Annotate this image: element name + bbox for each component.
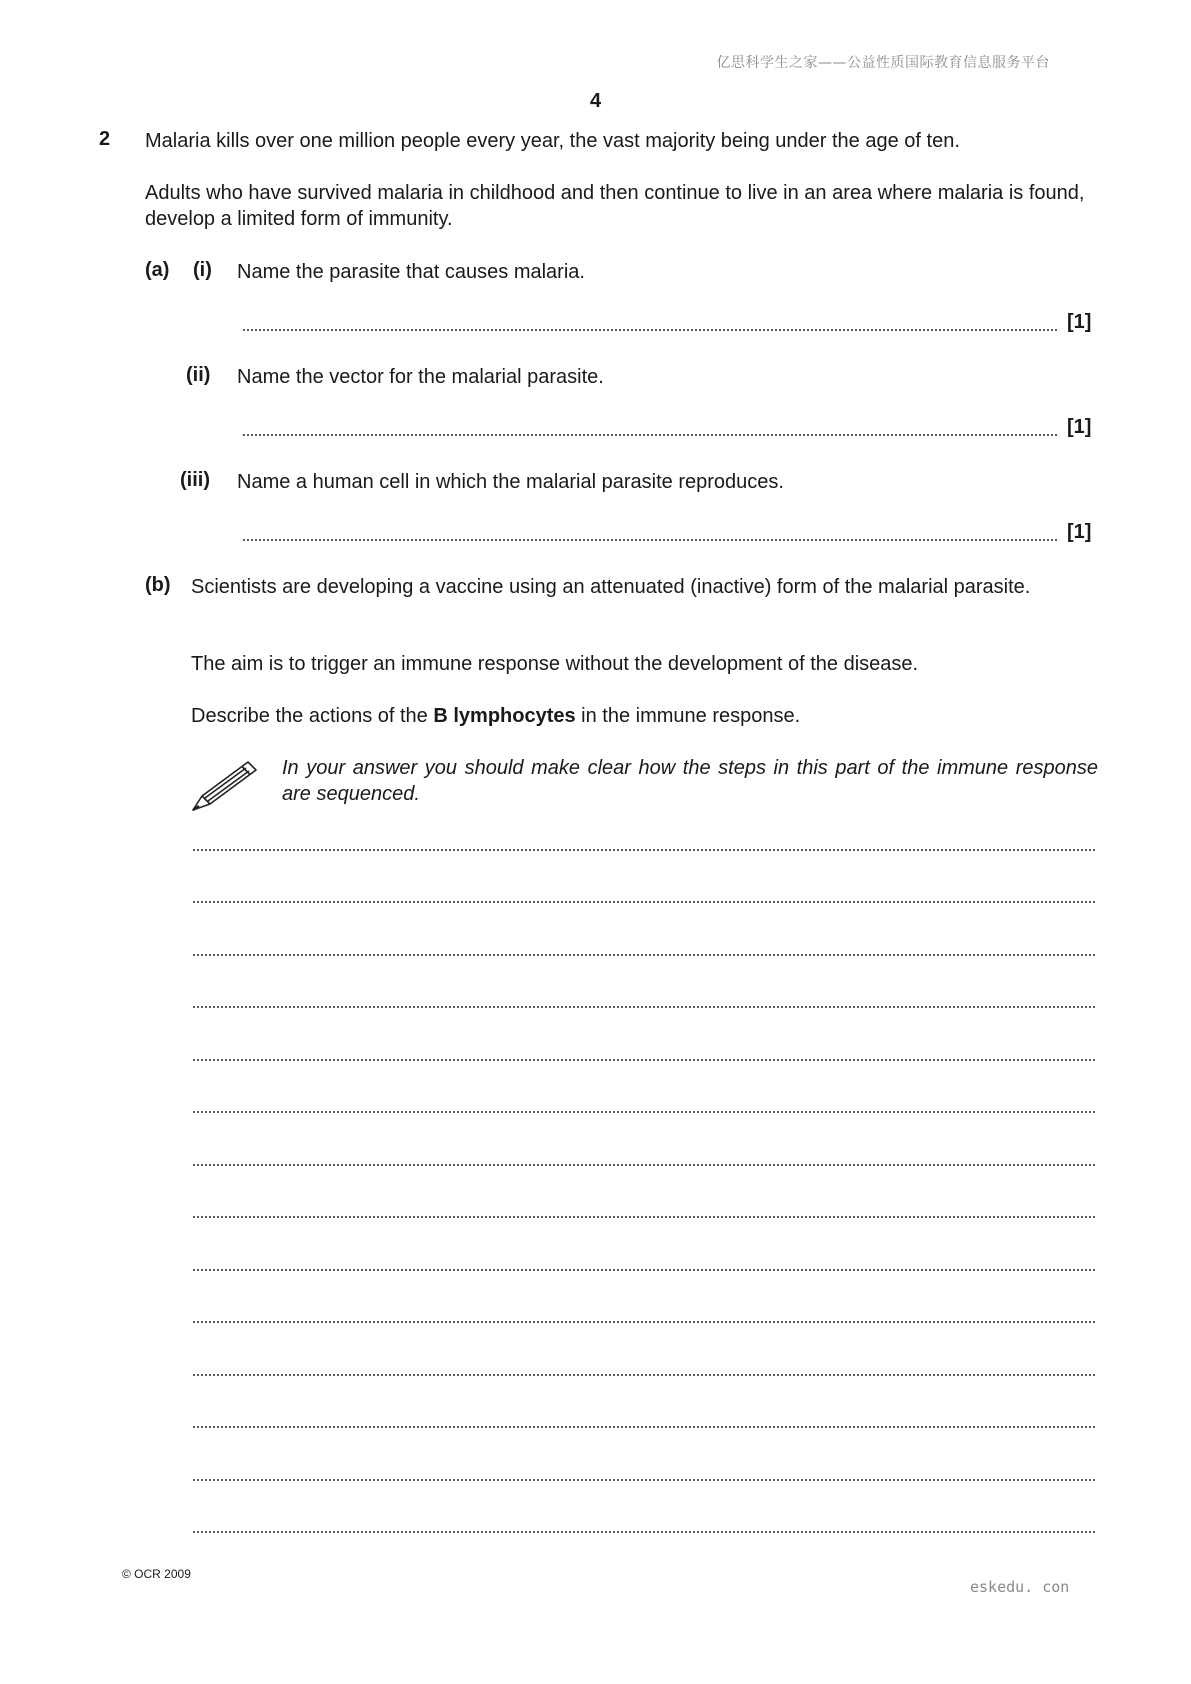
answer-line-b[interactable]	[192, 901, 1096, 903]
b-lymphocytes-term: B lymphocytes	[433, 705, 576, 727]
mark-a-i: [1]	[1067, 311, 1092, 333]
page-number: 4	[589, 90, 602, 112]
answer-line-b[interactable]	[192, 1426, 1096, 1428]
part-a-iii-label: (iii)	[180, 469, 210, 491]
copyright: © OCR 2009	[122, 1567, 191, 1581]
question-context: Adults who have survived malaria in childhood and then continue to live in an area where malaria is found, develop a limited form of immunity.	[145, 182, 1085, 230]
part-b-text-1: Scientists are developing a vaccine using an attenuated (inactive) form of the malarial parasite.	[191, 576, 1031, 598]
answer-line-b[interactable]	[192, 1006, 1096, 1008]
pencil-icon	[190, 756, 260, 812]
part-a-label: (a)	[145, 259, 170, 281]
part-b-label: (b)	[145, 574, 171, 596]
header-watermark: 亿思科学生之家——公益性质国际教育信息服务平台	[716, 55, 1050, 71]
question-intro: Malaria kills over one million people every year, the vast majority being under the age of ten.	[145, 130, 960, 152]
part-a-ii-label: (ii)	[186, 364, 211, 386]
answer-line-b[interactable]	[192, 1374, 1096, 1376]
mark-a-ii: [1]	[1067, 416, 1092, 438]
part-a-i-label: (i)	[193, 259, 212, 281]
part-b-text-3-post: in the immune response.	[575, 705, 801, 727]
answer-line-a-i[interactable]	[242, 329, 1058, 331]
part-b-text-2: The aim is to trigger an immune response without the development of the disease.	[191, 653, 919, 675]
answer-line-b[interactable]	[192, 1111, 1096, 1113]
answer-line-b[interactable]	[192, 1164, 1096, 1166]
part-b-text-3	[191, 703, 1098, 729]
answer-line-b[interactable]	[192, 849, 1096, 851]
qwc-note: In your answer you should make clear how the steps in this part of the immune response are sequenced.	[282, 757, 1098, 805]
answer-line-a-ii[interactable]	[242, 434, 1058, 436]
answer-line-b[interactable]	[192, 1059, 1096, 1061]
mark-a-iii: [1]	[1067, 521, 1092, 543]
part-b-text-3-pre: Describe the actions of the	[191, 705, 434, 727]
answer-line-b[interactable]	[192, 1269, 1096, 1271]
part-a-ii-text: Name the vector for the malarial parasite.	[237, 366, 604, 388]
answer-line-b[interactable]	[192, 954, 1096, 956]
answer-line-b[interactable]	[192, 1531, 1096, 1533]
part-a-iii-text: Name a human cell in which the malarial parasite reproduces.	[237, 471, 784, 493]
answer-line-a-iii[interactable]	[242, 539, 1058, 541]
answer-line-b[interactable]	[192, 1479, 1096, 1481]
part-a-i-text: Name the parasite that causes malaria.	[237, 261, 585, 283]
question-number: 2	[99, 128, 111, 150]
footer-watermark: eskedu. con	[970, 1578, 1070, 1596]
answer-line-b[interactable]	[192, 1321, 1096, 1323]
answer-line-b[interactable]	[192, 1216, 1096, 1218]
